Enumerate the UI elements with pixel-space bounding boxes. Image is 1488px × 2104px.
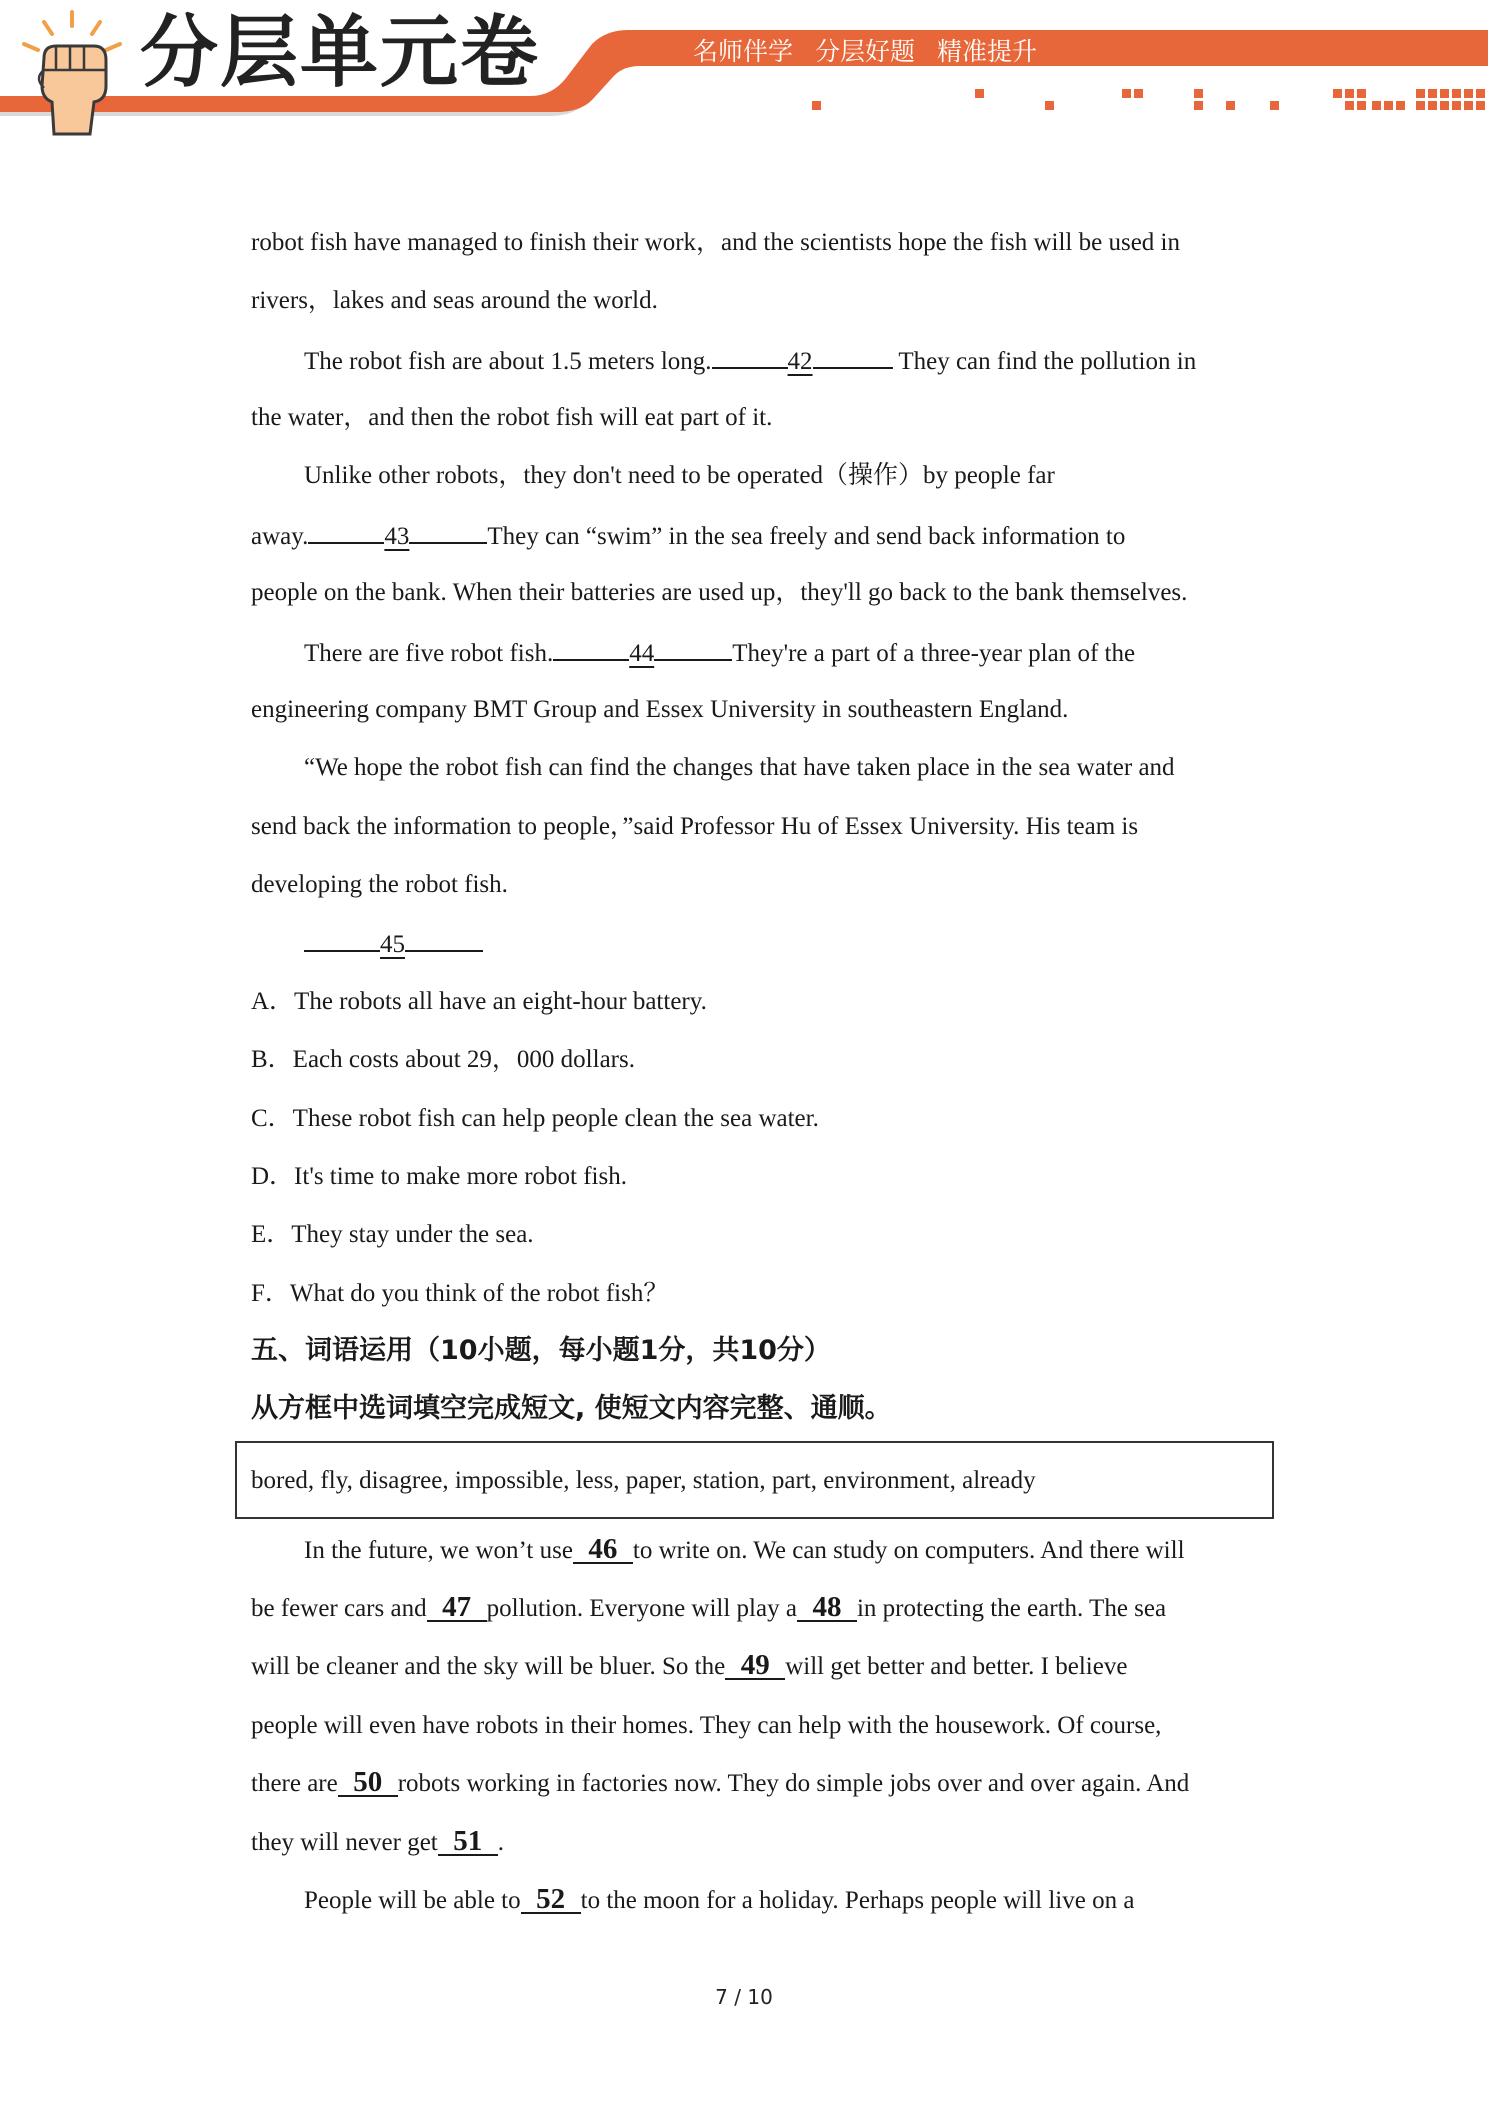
text-segment: they will never get [251, 1829, 438, 1856]
text-segment: to write on. We can study on computers. And there will [632, 1537, 1185, 1564]
section-instruction: 从方框中选词填空完成短文, 使短文内容完整、通顺。 [251, 1393, 892, 1424]
passage-line: “We hope the robot fish can find the changes that have taken place in the sea water and [304, 754, 1175, 781]
answer-blank-43[interactable]: 43 [384, 523, 410, 550]
passage-line-q42 [304, 345, 1196, 377]
passage-line: the water，and then the robot fish will eat part of it. [251, 404, 773, 431]
page-number: 7 / 10 [715, 1985, 773, 2009]
answer-blank-52[interactable]: 52 [521, 1886, 581, 1914]
answer-blank-42[interactable]: 42 [787, 348, 813, 375]
header-slogan [693, 34, 1059, 70]
slogan-item: 名师伴学 [693, 37, 794, 66]
page-header [0, 0, 1488, 140]
blank-line [304, 928, 380, 952]
text-segment: in protecting the earth. The sea [856, 1595, 1167, 1622]
raised-fist-icon [14, 8, 134, 138]
option-a: A．The robots all have an eight-hour battery. [251, 988, 707, 1015]
brand-title: 分层单元卷 [140, 8, 541, 98]
passage-line: robot fish have managed to finish their work，and the scientists hope the fish will be used in [251, 229, 1180, 256]
cloze-line [251, 1649, 1128, 1682]
cloze-line [251, 1825, 504, 1858]
text-segment: there are [251, 1770, 338, 1797]
text-segment: They can find the pollution in [892, 348, 1197, 375]
blank-line [409, 520, 487, 544]
answer-blank-47[interactable]: 47 [427, 1594, 487, 1622]
word-bank-box [235, 1441, 1274, 1519]
cloze-line [251, 1766, 1190, 1799]
passage-line: send back the information to people，”said Professor Hu of Essex University. His team is [251, 813, 1139, 840]
blank-line [553, 637, 629, 661]
text-segment: robots working in factories now. They do simple jobs over and over again. And [397, 1770, 1190, 1797]
text-segment: will be cleaner and the sky will be bluer. So the [251, 1653, 726, 1680]
passage-line: rivers，lakes and seas around the world. [251, 287, 658, 314]
text-segment: They're a part of a three-year plan of the [732, 640, 1136, 667]
answer-blank-49[interactable]: 49 [725, 1652, 785, 1680]
blank-line [712, 345, 788, 369]
passage-line: developing the robot fish. [251, 871, 508, 898]
text-segment: They can “swim” in the sea freely and send back information to [487, 523, 1126, 550]
slogan-item: 精准提升 [937, 37, 1038, 66]
passage-line: engineering company BMT Group and Essex University in southeastern England. [251, 696, 1069, 723]
blank-line [405, 928, 483, 952]
text-segment: be fewer cars and [251, 1595, 427, 1622]
answer-blank-51[interactable]: 51 [438, 1828, 498, 1856]
cloze-line [304, 1533, 1185, 1566]
text-segment: People will be able to [304, 1887, 521, 1914]
cloze-line [251, 1591, 1167, 1624]
text-segment: pollution. Everyone will play a [486, 1595, 797, 1622]
answer-blank-44[interactable]: 44 [629, 640, 655, 667]
option-e: E．They stay under the sea. [251, 1221, 534, 1248]
text-segment: away. [251, 523, 309, 550]
word-bank-text: bored, fly, disagree, impossible, less, paper, station, part, environment, already [251, 1467, 1036, 1494]
text-segment: The robot fish are about 1.5 meters long. [304, 348, 712, 375]
passage-line-q44 [304, 637, 1135, 669]
passage-line-q43 [251, 520, 1125, 552]
answer-blank-48[interactable]: 48 [797, 1594, 857, 1622]
blank-line [308, 520, 384, 544]
decorative-squares [812, 89, 1485, 110]
cloze-line: people will even have robots in their homes. They can help with the housework. Of course, [251, 1712, 1162, 1739]
answer-blank-45[interactable]: 45 [380, 931, 405, 958]
passage-line: people on the bank. When their batteries are used up，they'll go back to the bank themselves. [251, 579, 1188, 606]
slogan-item: 分层好题 [815, 37, 916, 66]
option-d: D．It's time to make more robot fish. [251, 1163, 627, 1190]
option-c: C．These robot fish can help people clean the sea water. [251, 1105, 819, 1132]
text-segment: . [497, 1829, 504, 1856]
answer-blank-50[interactable]: 50 [338, 1769, 398, 1797]
text-segment: In the future, we won’t use [304, 1537, 573, 1564]
answer-blank-46[interactable]: 46 [573, 1536, 633, 1564]
passage-line-q45 [304, 928, 483, 960]
blank-line [654, 637, 732, 661]
section-title: 五、词语运用（10小题，每小题1分，共10分） [251, 1335, 831, 1366]
passage-line: Unlike other robots，they don't need to be operated（操作）by people far [304, 462, 1055, 489]
cloze-line [304, 1883, 1135, 1916]
option-b: B．Each costs about 29，000 dollars. [251, 1046, 635, 1073]
text-segment: There are five robot fish. [304, 640, 554, 667]
text-segment: will get better and better. I believe [785, 1653, 1128, 1680]
text-segment: to the moon for a holiday. Perhaps people will live on a [580, 1887, 1135, 1914]
blank-line [813, 345, 893, 369]
option-f: F．What do you think of the robot fish？ [251, 1280, 669, 1307]
